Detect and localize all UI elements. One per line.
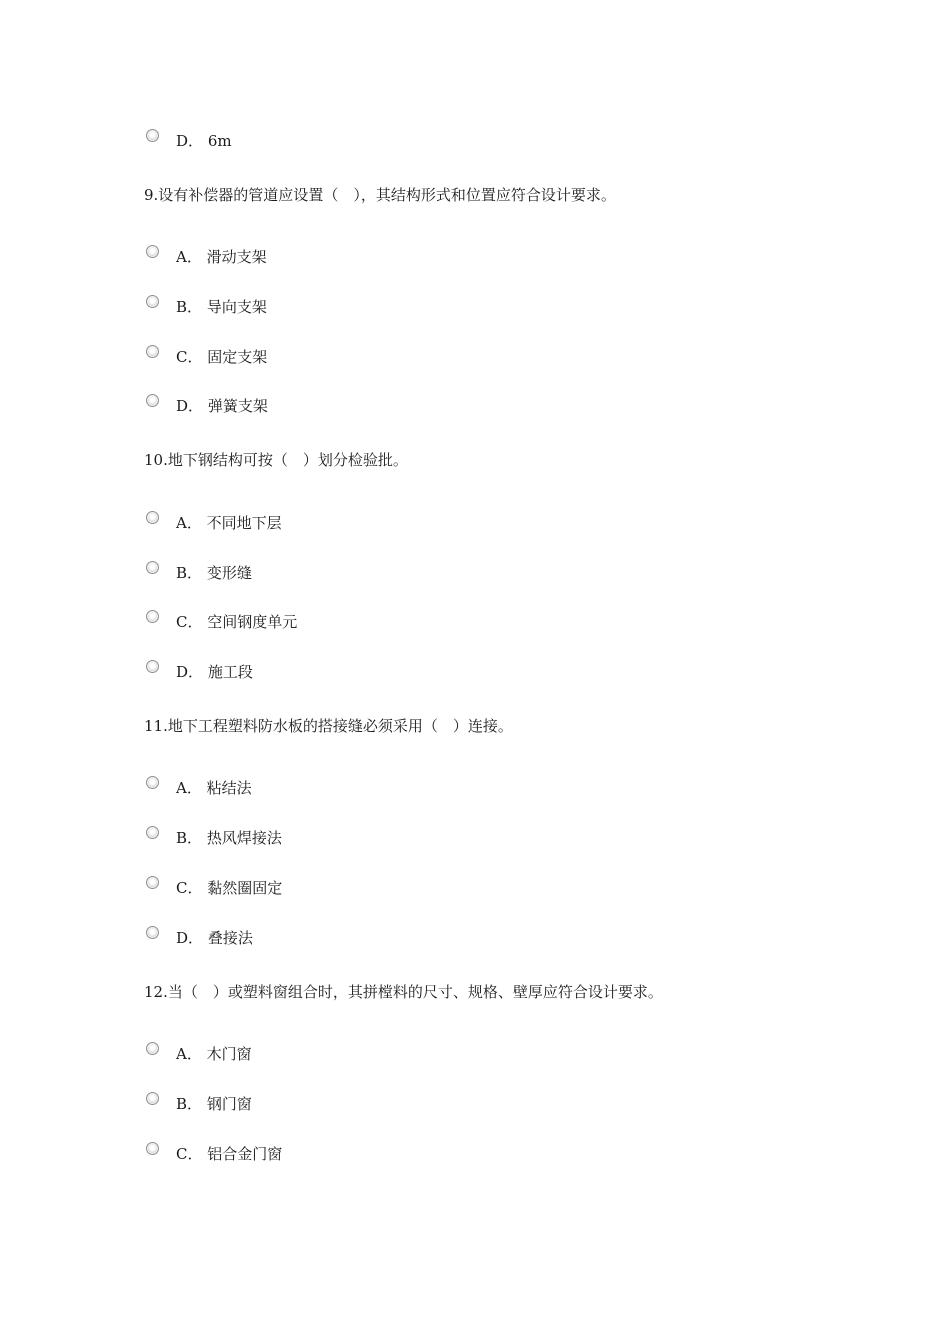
q11-option-d[interactable] [144,926,544,956]
option-label: C． 黏然圈固定 [176,879,283,897]
radio-button[interactable] [146,394,159,407]
radio-button[interactable] [146,1142,159,1155]
q12-option-c[interactable] [144,1142,544,1172]
radio-button[interactable] [146,610,159,623]
option-label: D． 6m [176,132,232,150]
option-label: A． 滑动支架 [176,248,267,266]
q10-option-c[interactable] [144,610,544,640]
option-label: A． 木门窗 [176,1045,252,1063]
q9-option-d[interactable] [144,394,544,424]
q10-option-a[interactable] [144,511,544,541]
radio-button[interactable] [146,660,159,673]
option-d-prev[interactable] [144,129,544,159]
option-label: C． 空间钢度单元 [176,613,298,631]
option-label: A． 粘结法 [176,779,252,797]
option-label: C． 铝合金门窗 [176,1145,283,1163]
question-9-stem: 9.设有补偿器的管道应设置（ ），其结构形式和位置应符合设计要求。 [144,186,616,204]
q11-option-c[interactable] [144,876,544,906]
radio-button[interactable] [146,926,159,939]
option-label: B． 热风焊接法 [176,829,282,847]
q11-option-a[interactable] [144,776,544,806]
option-label: A． 不同地下层 [176,514,282,532]
question-11-stem: 11.地下工程塑料防水板的搭接缝必须采用（ ）连接。 [144,717,513,735]
radio-button[interactable] [146,561,159,574]
option-label: D． 弹簧支架 [176,397,268,415]
radio-button[interactable] [146,511,159,524]
radio-button[interactable] [146,245,159,258]
q9-option-a[interactable] [144,245,544,275]
q11-option-b[interactable] [144,826,544,856]
radio-button[interactable] [146,1042,159,1055]
q12-option-b[interactable] [144,1092,544,1122]
option-label: B． 钢门窗 [176,1095,252,1113]
radio-button[interactable] [146,345,159,358]
q10-option-d[interactable] [144,660,544,690]
radio-button[interactable] [146,1092,159,1105]
radio-button[interactable] [146,776,159,789]
radio-button[interactable] [146,876,159,889]
option-label: B． 变形缝 [176,564,252,582]
question-10-stem: 10.地下钢结构可按（ ）划分检验批。 [144,451,408,469]
option-label: C． 固定支架 [176,348,268,366]
q10-option-b[interactable] [144,561,544,591]
question-12-stem: 12.当（ ）或塑料窗组合时，其拼樘料的尺寸、规格、壁厚应符合设计要求。 [144,983,663,1001]
option-label: B． 导向支架 [176,298,267,316]
q9-option-b[interactable] [144,295,544,325]
radio-button[interactable] [146,129,159,142]
q9-option-c[interactable] [144,345,544,375]
option-label: D． 施工段 [176,663,253,681]
radio-button[interactable] [146,295,159,308]
option-label: D． 叠接法 [176,929,253,947]
q12-option-a[interactable] [144,1042,544,1072]
radio-button[interactable] [146,826,159,839]
